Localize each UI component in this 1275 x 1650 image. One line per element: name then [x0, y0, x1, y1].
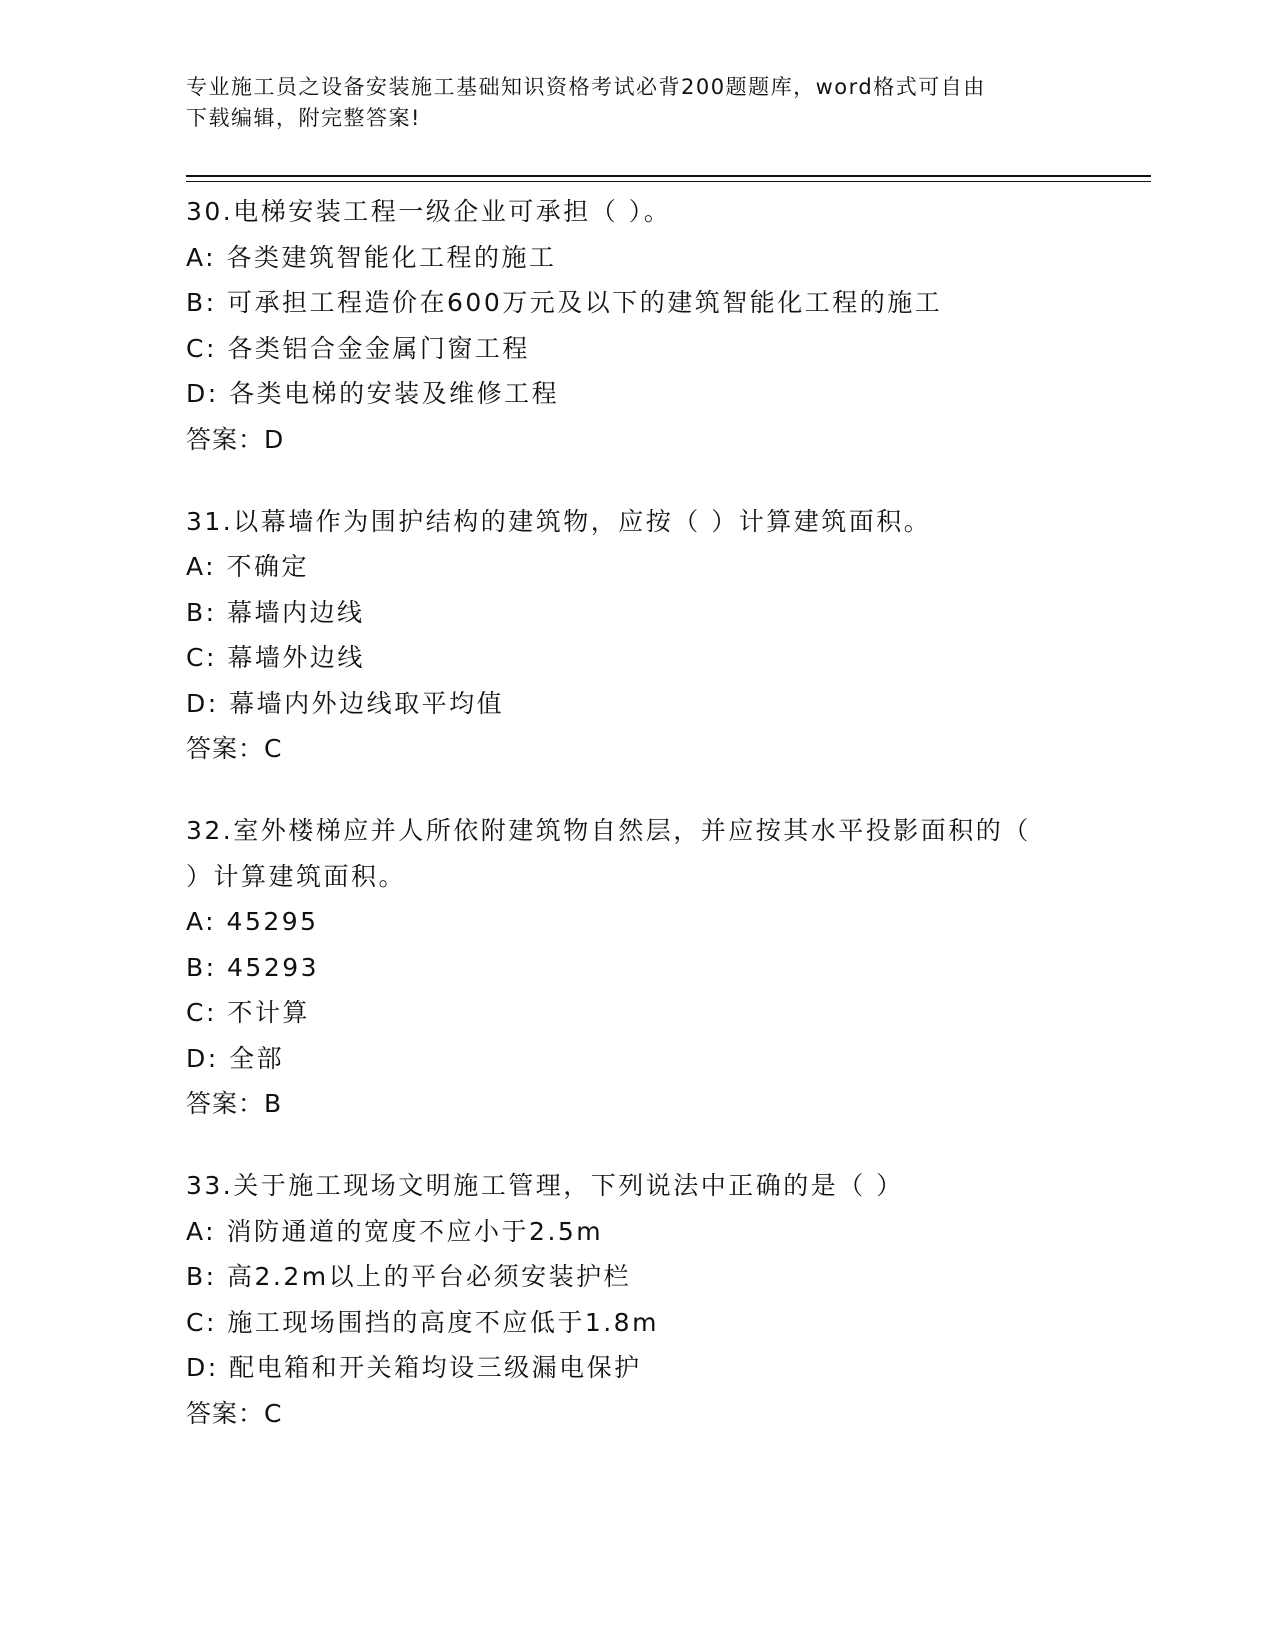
option-a: A: 消防通道的宽度不应小于2.5m — [186, 1216, 604, 1246]
option-b: B: 高2.2m以上的平台必须安装护栏 — [186, 1262, 632, 1291]
option-c: C: 各类铝合金金属门窗工程 — [186, 333, 530, 363]
answer-label: 答案：C — [186, 1398, 283, 1428]
option-a: A: 45295 — [186, 907, 319, 936]
option-c: C: 不计算 — [186, 998, 310, 1027]
question-31 — [186, 499, 1116, 773]
header-divider-thin — [186, 181, 1151, 182]
option-b: B: 45293 — [186, 952, 320, 982]
header-line-1: 专业施工员之设备安装施工基础知识资格考试必背200题题库，word格式可自由 — [186, 75, 986, 99]
question-stem: 33.关于施工现场文明施工管理，下列说法中正确的是（ ） — [186, 1171, 904, 1200]
option-a: A: 不确定 — [186, 552, 310, 581]
answer-label: 答案：D — [186, 424, 285, 454]
option-b: B: 幕墙内边线 — [186, 597, 365, 627]
question-33 — [186, 1163, 1116, 1437]
question-32 — [186, 808, 1116, 1127]
option-c: C: 幕墙外边线 — [186, 643, 365, 672]
document-header — [186, 72, 1066, 134]
option-b: B: 可承担工程造价在600万元及以下的建筑智能化工程的施工 — [186, 288, 943, 317]
answer-label: 答案：C — [186, 734, 283, 763]
option-d: D: 配电箱和开关箱均设三级漏电保护 — [186, 1353, 642, 1382]
option-c: C: 施工现场围挡的高度不应低于1.8m — [186, 1307, 659, 1337]
header-line-2: 下载编辑，附完整答案! — [186, 106, 421, 130]
option-d: D: 全部 — [186, 1043, 285, 1073]
option-d: D: 各类电梯的安装及维修工程 — [186, 379, 560, 408]
question-30 — [186, 189, 1116, 463]
question-stem: 30.电梯安装工程一级企业可承担（ ）。 — [186, 197, 672, 226]
option-d: D: 幕墙内外边线取平均值 — [186, 688, 505, 718]
question-list — [186, 189, 1116, 1473]
header-divider-thick — [186, 175, 1151, 177]
question-stem: 32.室外楼梯应并人所依附建筑物自然层，并应按其水平投影面积的（ — [186, 816, 1031, 845]
question-stem: 31.以幕墙作为围护结构的建筑物，应按（ ）计算建筑面积。 — [186, 506, 932, 536]
question-stem-continued: ）计算建筑面积。 — [186, 861, 407, 891]
option-a: A: 各类建筑智能化工程的施工 — [186, 242, 557, 272]
answer-label: 答案：B — [186, 1089, 283, 1118]
